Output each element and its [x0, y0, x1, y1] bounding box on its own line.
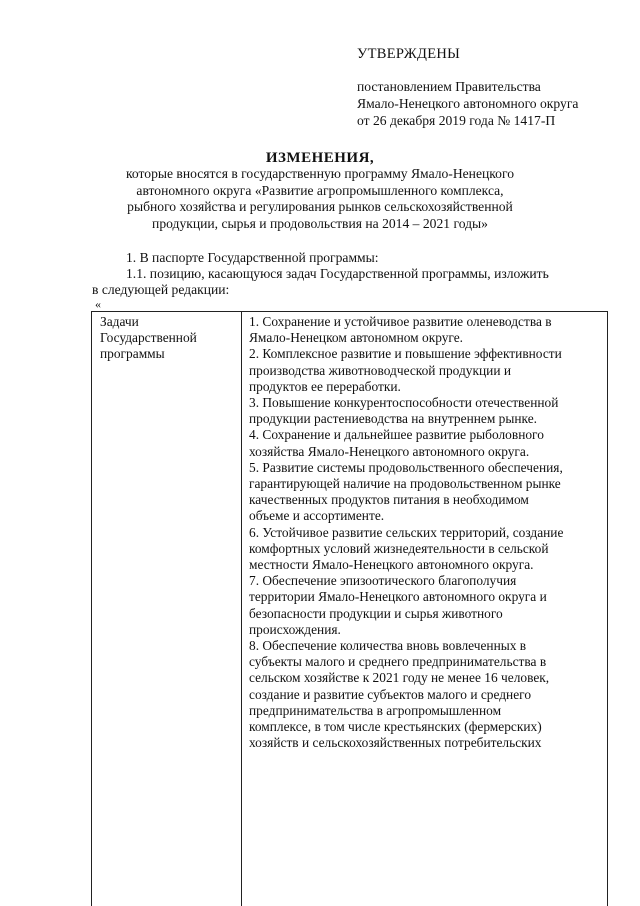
- task-line: территории Ямало-Ненецкого автономного округа и: [249, 589, 547, 605]
- task-line: продукции растениеводства на внутреннем рынке.: [249, 411, 537, 427]
- task-item-3: [249, 395, 563, 427]
- label-line: Задачи: [100, 314, 139, 329]
- task-item-5: [249, 460, 563, 525]
- task-item-7: [249, 573, 563, 638]
- task-item-6: [249, 525, 563, 574]
- task-line: гарантирующей наличие на продовольственном рынке: [249, 476, 561, 492]
- task-line: 1. Сохранение и устойчивое развитие оленеводства в: [249, 314, 552, 329]
- task-line: создание и развитие субъектов малого и среднего: [249, 686, 532, 702]
- paragraph-1-1-continued: в следующей редакции:: [92, 282, 230, 297]
- document-title: ИЗМЕНЕНИЯ,: [265, 150, 375, 166]
- label-line: программы: [100, 346, 165, 361]
- task-line: 5. Развитие системы продовольственного обеспечения,: [249, 459, 563, 475]
- paragraph-1-1: 1.1. позицию, касающуюся задач Государственной программы, изложить: [126, 266, 549, 281]
- task-line: производства животноводческой продукции и: [249, 362, 512, 378]
- approval-heading: УТВЕРЖДЕНЫ: [357, 46, 461, 62]
- task-line: продуктов ее переработки.: [249, 378, 401, 394]
- subtitle-line: которые вносятся в государственную программу Ямало-Ненецкого: [125, 166, 515, 181]
- task-line: предпринимательства в агропромышленном: [249, 702, 502, 718]
- basis-line: постановлением Правительства: [357, 79, 541, 94]
- task-item-1: [249, 314, 563, 346]
- task-line: 8. Обеспечение количества вновь вовлеченных в: [249, 638, 527, 654]
- task-item-4: [249, 427, 563, 459]
- column-divider: [241, 312, 242, 906]
- task-line: объеме и ассортименте.: [249, 508, 385, 524]
- task-line: 6. Устойчивое развитие сельских территорий, создание: [249, 524, 564, 540]
- label-line: Государственной: [100, 330, 197, 345]
- task-item-2: [249, 346, 563, 395]
- task-line: хозяйств и сельскохозяйственных потребительских: [249, 735, 542, 751]
- table-tasks-cell: [249, 314, 563, 751]
- paragraph-1: 1. В паспорте Государственной программы:: [126, 250, 379, 265]
- task-line: комплексе, в том числе крестьянских (фермерских): [249, 719, 542, 735]
- task-line: субъекты малого и среднего предпринимательства в: [249, 654, 547, 670]
- subtitle-line: продукции, сырья и продовольствия на 2014 – 2021 годы»: [152, 215, 488, 231]
- task-line: комфортных условий жизнедеятельности в сельской: [249, 540, 549, 556]
- task-line: происхождения.: [249, 621, 341, 637]
- document-subtitle: [60, 166, 580, 232]
- task-line: местности Ямало-Ненецкого автономного округа.: [249, 557, 534, 573]
- opening-quote: «: [95, 297, 101, 311]
- basis-line: от 26 декабря 2019 года № 1417-П: [357, 113, 556, 128]
- approval-basis: [357, 78, 578, 129]
- subtitle-line: автономного округа «Развитие агропромышленного комплекса,: [136, 182, 504, 198]
- subtitle-line: рыбного хозяйства и регулирования рынков сельскохозяйственной: [127, 199, 513, 214]
- task-line: безопасности продукции и сырья животного: [249, 605, 503, 621]
- task-line: хозяйства Ямало-Ненецкого автономного округа.: [249, 443, 530, 459]
- task-line: 4. Сохранение и дальнейшее развитие рыболовного: [249, 427, 544, 443]
- basis-line: Ямало-Ненецкого автономного округа: [357, 96, 579, 111]
- task-line: 3. Повышение конкурентоспособности отечественной: [249, 395, 559, 411]
- table-label-cell: [100, 314, 197, 362]
- task-item-8: [249, 638, 563, 751]
- task-line: 2. Комплексное развитие и повышение эффективности: [249, 346, 562, 362]
- task-line: качественных продуктов питания в необходимом: [249, 492, 529, 508]
- task-line: 7. Обеспечение эпизоотического благополучия: [249, 573, 517, 589]
- tasks-table: [91, 311, 608, 906]
- task-line: сельском хозяйстве к 2021 году не менее 16 человек,: [249, 670, 550, 686]
- task-line: Ямало-Ненецком автономном округе.: [249, 330, 464, 346]
